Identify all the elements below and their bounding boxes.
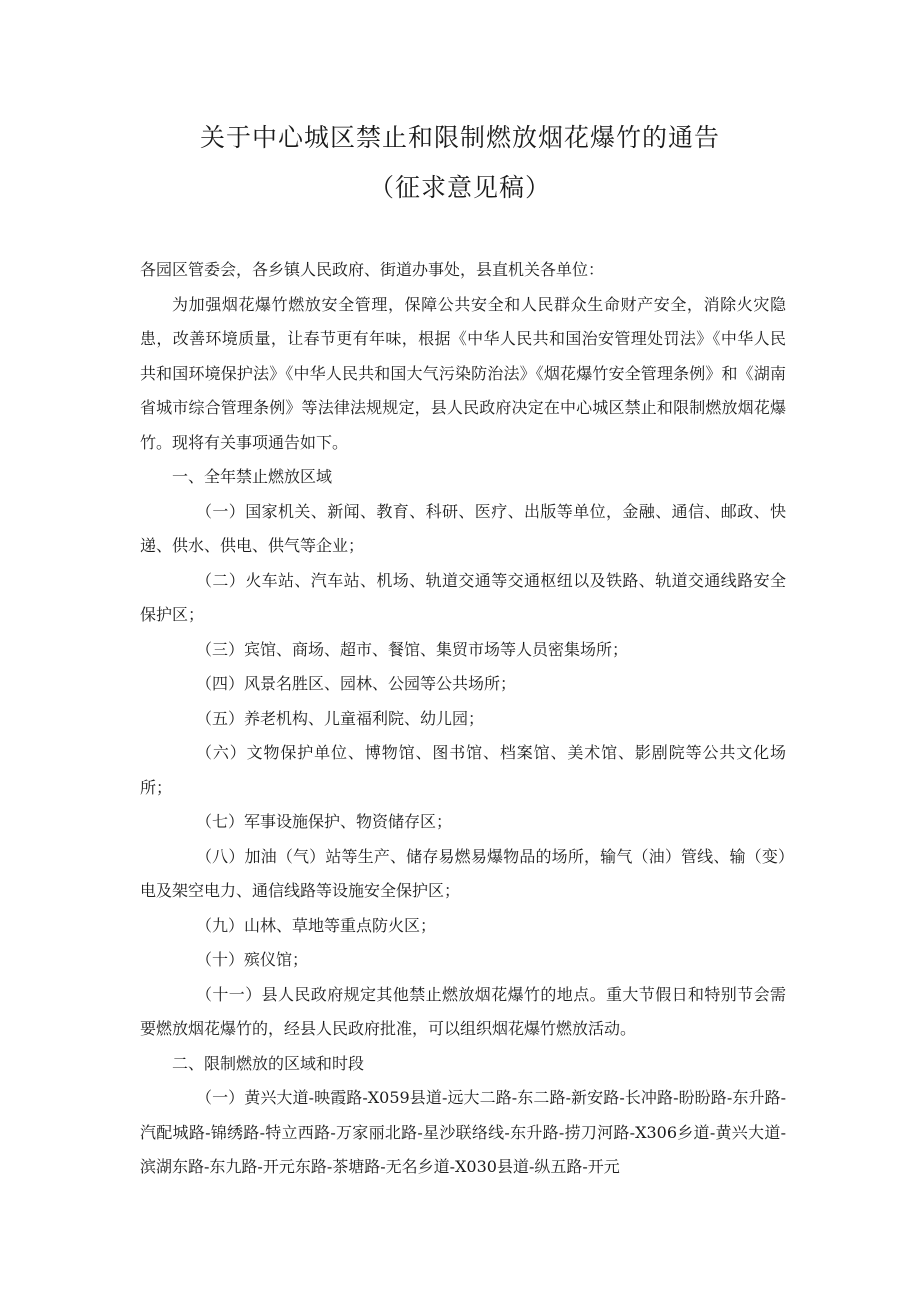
list-item: （一）国家机关、新闻、教育、科研、医疗、出版等单位，金融、通信、邮政、快递、供水、供电、供气等企业； (140, 501, 786, 555)
section-heading-prohibited-areas: 一、全年禁止燃放区域 (172, 467, 333, 486)
list-item: （十一）县人民政府规定其他禁止燃放烟花爆竹的地点。重大节假日和特别节会需要燃放烟花爆竹的，经县人民政府批准，可以组织烟花爆竹燃放活动。 (140, 984, 786, 1038)
salutation: 各园区管委会，各乡镇人民政府、街道办事处，县直机关各单位： (140, 260, 605, 279)
page-title: 关于中心城区禁止和限制燃放烟花爆竹的通告 (199, 123, 720, 152)
list-item: （二）火车站、汽车站、机场、轨道交通等交通枢纽以及铁路、轨道交通线路安全保护区； (140, 570, 786, 624)
list-item: （四）风景名胜区、园林、公园等公共场所； (196, 674, 517, 693)
list-item: （十）殡仪馆； (196, 950, 309, 969)
list-item: （九）山林、草地等重点防火区； (196, 915, 437, 935)
section-heading-restricted-areas: 二、限制燃放的区域和时段 (172, 1053, 365, 1073)
list-item: （六）文物保护单位、博物馆、图书馆、档案馆、美术馆、影剧院等公共文化场所； (140, 743, 786, 797)
list-item: （八）加油（气）站等生产、储存易燃易爆物品的场所，输气（油）管线、输（变）电及架空电力、通信线路等设施安全保护区； (140, 846, 786, 900)
list-item: （五）养老机构、儿童福利院、幼儿园； (196, 708, 485, 728)
list-item: （一）黄兴大道-映霞路-X059县道-远大二路-东二路-新安路-长冲路-盼盼路-东升路-汽配城路-锦绣路-特立西路-万家丽北路-星沙联络线-东升路-捞刀河路-X306乡道-黄兴大道-滨湖东路-东九路-开元东路-茶塘路-无名乡道-X030县道-纵五路-开元 (140, 1088, 786, 1176)
page-subtitle: （征求意见稿） (368, 173, 551, 202)
list-item: （三）宾馆、商场、超市、餐馆、集贸市场等人员密集场所； (196, 639, 629, 659)
list-item: （七）军事设施保护、物资储存区； (196, 812, 453, 831)
intro-paragraph: 为加强烟花爆竹燃放安全管理，保障公共安全和人民群众生命财产安全，消除火灾隐患，改善环境质量，让春节更有年味，根据《中华人民共和国治安管理处罚法》《中华人民共和国环境保护法》《中华人民共和国大气污染防治法》《烟花爆竹安全管理条例》和《湖南省城市综合管理条例》等法律法规规定，县人民政府决定在中心城区禁止和限制燃放烟花爆竹。现将有关事项通告如下。 (140, 294, 786, 452)
document-body (140, 253, 786, 1185)
